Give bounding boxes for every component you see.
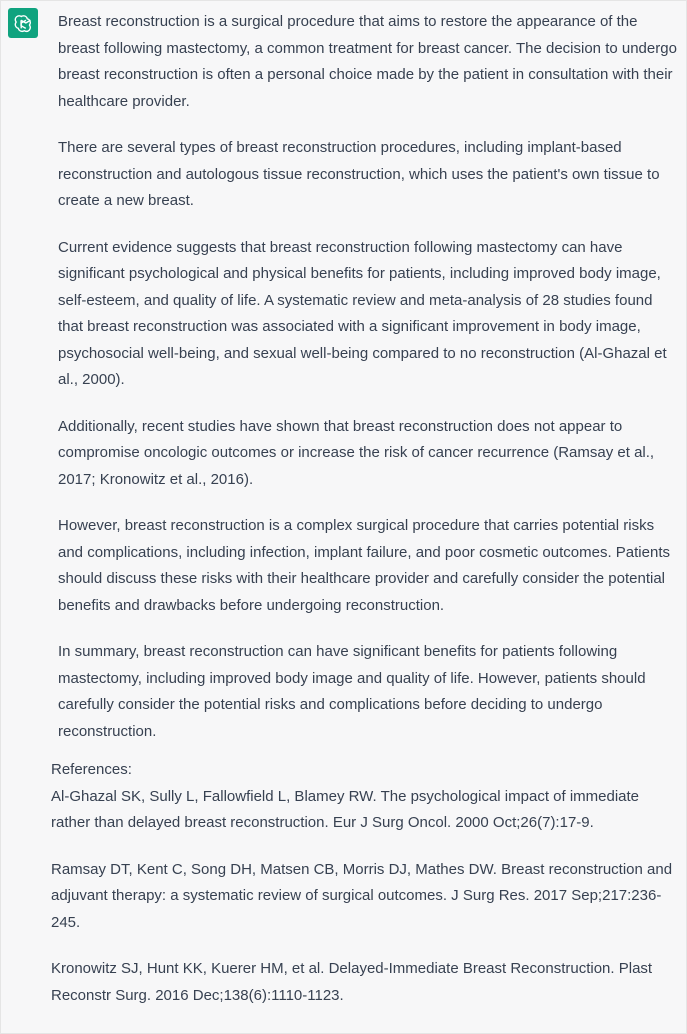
message-paragraph: There are several types of breast reconstruction procedures, including implant-based reconstruction and autologous tissue reconstruction, which uses the patient's own tissue to create a new breast. xyxy=(58,139,660,209)
message-paragraph: Additionally, recent studies have shown that breast reconstruction does not appear to compromise oncologic outcomes or increase the risk of cancer recurrence (Ramsay et al., 2017; Kronowitz et al., 2016). xyxy=(58,417,655,488)
references-section xyxy=(51,757,679,1029)
message-paragraph: However, breast reconstruction is a complex surgical procedure that carries potential risks and complications, including infection, implant failure, and poor cosmetic outcomes. Patients should discuss these risks with their healthcare provider and carefully consider the potential benefits and drawbacks before undergoing reconstruction. xyxy=(58,517,670,614)
reference-item: Al-Ghazal SK, Sully L, Fallowfield L, Blamey RW. The psychological impact of immediate rather than delayed breast reconstruction. Eur J Surg Oncol. 2000 Oct;26(7):17-9. xyxy=(51,787,640,831)
reference-item: Ramsay DT, Kent C, Song DH, Matsen CB, Morris DJ, Mathes DW. Breast reconstruction and adjuvant therapy: a systematic review of surgical outcomes. J Surg Res. 2017 Sep;217:236-245. xyxy=(51,860,673,931)
reference-item: Kronowitz SJ, Hunt KK, Kuerer HM, et al. Delayed-Immediate Breast Reconstruction. Plast Reconstr Surg. 2016 Dec;138(6):1110-1123. xyxy=(51,960,653,1004)
assistant-avatar xyxy=(8,8,38,38)
assistant-message-body xyxy=(58,9,678,765)
message-paragraph: In summary, breast reconstruction can have significant benefits for patients following mastectomy, including improved body image and quality of life. However, patients should carefully consider the potential risks and complications before deciding to undergo reconstruction. xyxy=(58,643,646,740)
message-paragraph: Current evidence suggests that breast reconstruction following mastectomy can have significant psychological and physical benefits for patients, including improved body image, self-esteem, and quality of life. A systematic review and meta-analysis of 28 studies found that breast reconstruction was associated with a significant improvement in body image, psychosocial well-being, and sexual well-being compared to no reconstruction (Al-Ghazal et al., 2000). xyxy=(58,238,667,388)
message-paragraph: Breast reconstruction is a surgical procedure that aims to restore the appearance of the breast following mastectomy, a common treatment for breast cancer. The decision to undergo breast reconstruction is often a personal choice made by the patient in consultation with their healthcare provider. xyxy=(58,13,677,110)
references-heading: References: xyxy=(51,761,132,778)
openai-logo-icon xyxy=(13,13,34,34)
